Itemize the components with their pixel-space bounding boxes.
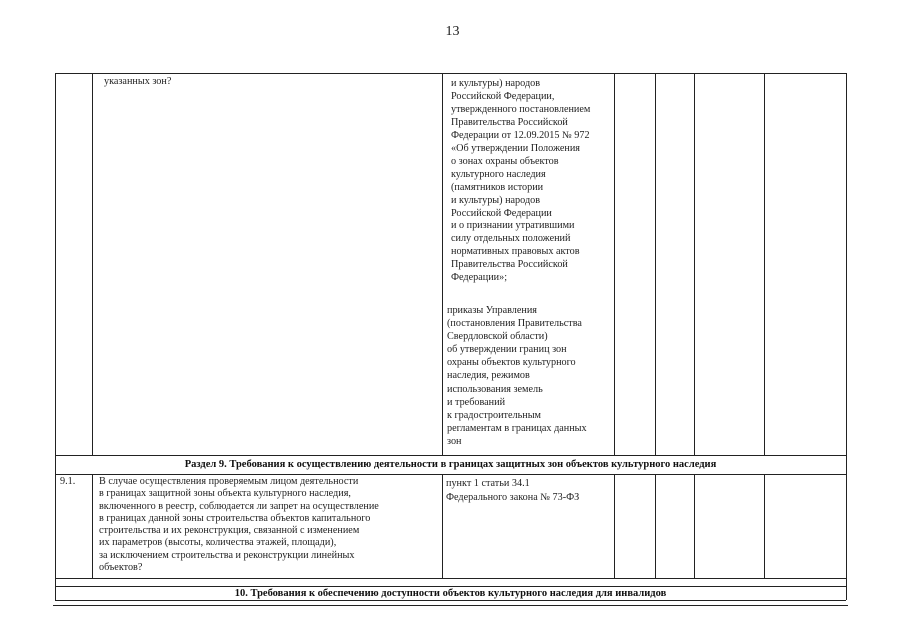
- column-divider: [614, 474, 615, 578]
- table-right-border: [846, 73, 847, 600]
- column-divider: [655, 474, 656, 578]
- row-divider-section10-top: [55, 586, 846, 587]
- section-9-heading: Раздел 9. Требования к осуществлению деятельности в границах защитных зон объектов культурного наследия: [184, 459, 717, 470]
- question-cell: В случае осуществления проверяемым лицом деятельности в границах защитной зоны объекта культурного наследия, включенного в реестр, соблюдается ли запрет на осуществление в границах данной зоны строительства объектов капитального строительства и их реконструкция, связанной с изменением их параметров (высоты, количества этажей, площади), за исключением строительства и реконструкции линейных объектов?: [99, 476, 379, 574]
- column-divider: [442, 474, 443, 578]
- row-divider-section9-heading: [55, 455, 846, 456]
- column-divider: [764, 474, 765, 578]
- table-bottom-border: [55, 600, 846, 601]
- legal-references-cell-part1: и культуры) народов Российской Федерации, утвержденного постановлением Правительства Российской Федерации от 12.09.2015 № 972 «Об утверждении Положения о зонах охраны объектов культурного наследия (памятников истории и культуры) народов Российской Федерации и о признании утратившими силу отдельных положений нормативных правовых актов Правительства Российской Федерации»;: [451, 78, 591, 284]
- column-divider: [694, 474, 695, 578]
- legal-references-cell-part2: приказы Управления (постановления Правительства Свердловской области) об утверждении границ зон охраны объектов культурного наследия, режимов использования земель и требований к градостроительным регламентам в границах данных зон: [447, 305, 587, 447]
- row-divider-row-9-1-top: [55, 474, 846, 475]
- legal-references-cell: пункт 1 статьи 34.1 Федерального закона № 73-ФЗ: [446, 478, 580, 503]
- column-divider: [442, 73, 443, 455]
- column-divider: [764, 73, 765, 455]
- column-divider: [92, 73, 93, 455]
- row-divider-row-9-1-bottom: [55, 578, 846, 579]
- column-divider: [92, 474, 93, 578]
- column-divider: [614, 73, 615, 455]
- page-edge-line: [53, 605, 848, 606]
- table-top-border: [55, 73, 846, 74]
- row-number: 9.1.: [60, 476, 76, 487]
- page-number: 13: [445, 24, 460, 39]
- column-divider: [655, 73, 656, 455]
- question-cell-continued: указанных зон?: [104, 76, 172, 87]
- table-left-border: [55, 73, 56, 600]
- column-divider: [694, 73, 695, 455]
- section-10-heading: 10. Требования к обеспечению доступности объектов культурного наследия для инвалидов: [234, 588, 667, 599]
